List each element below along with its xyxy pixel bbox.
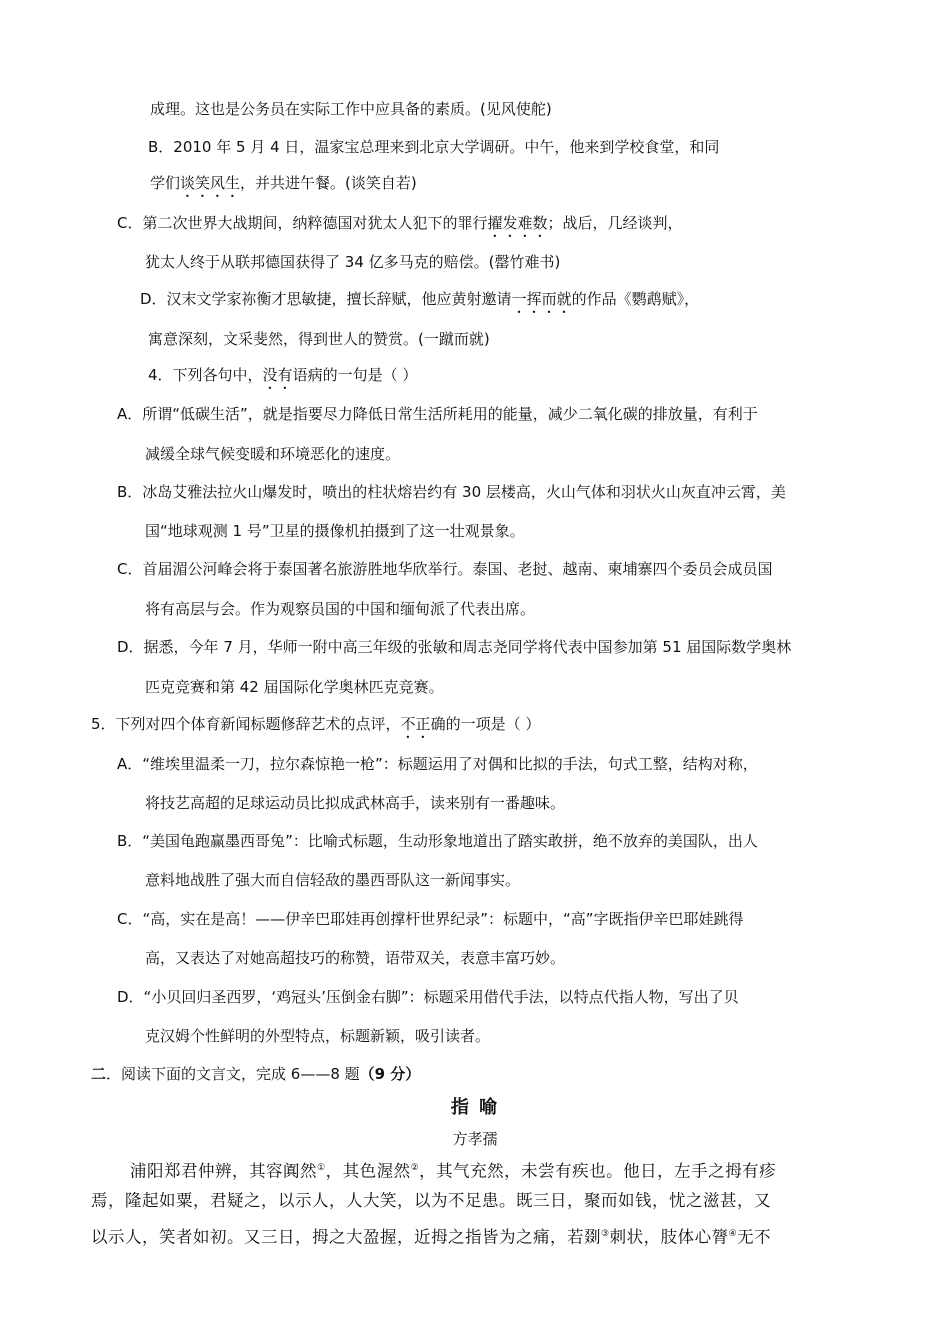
footnote-marker: ③ [601, 1229, 610, 1239]
q5-option-c-line2: 高，又表达了对她高超技巧的称赞，语带双关，表意丰富巧妙。 [145, 949, 566, 967]
q4-option-d-line1: D．据悉，今年 7 月，华师一附中高三年级的张敏和周志尧同学将代表中国参加第 51 届国际数学奥林 [117, 638, 792, 656]
footnote-marker: ① [317, 1163, 326, 1173]
q5-option-a-line1: A．“维埃里温柔一刀，拉尔森惊艳一枪”：标题运用了对偶和比拟的手法，句式工整，结构对称， [117, 755, 758, 773]
footnote-marker: ④ [728, 1229, 738, 1239]
passage-title: 指 喻 [450, 1097, 500, 1118]
q3-option-d-line2: 寓意深刻，文采斐然，得到世人的赞赏。(一蹴而就) [148, 330, 490, 348]
q4-option-a-line1: A．所谓“低碳生活”，就是指要尽力降低日常生活所耗用的能量，减少二氧化碳的排放量，有利于 [117, 405, 758, 423]
q4-option-c-line1: C．首届湄公河峰会将于泰国著名旅游胜地华欣举行。泰国、老挝、越南、柬埔寨四个委员会成员国 [117, 560, 773, 578]
q5-option-a-line2: 将技艺高超的足球运动员比拟成武林高手，读来别有一番趣味。 [145, 794, 566, 812]
q3-option-c-line2: 犹太人终于从联邦德国获得了 34 亿多马克的赔偿。(罄竹难书) [145, 253, 561, 271]
q4-option-c-line2: 将有高层与会。作为观察员国的中国和缅甸派了代表出席。 [145, 600, 536, 618]
q3-option-c-line1: C．第二次世界大战期间，纳粹德国对犹太人犯下的罪行擢发难数；战后，几经谈判， [117, 214, 683, 232]
passage-line-3: 以示人，笑者如初。又三日，拇之大盈握，近拇之指皆为之痛，若剟③刺状，肢体心膂④无不 [91, 1227, 772, 1247]
emphasis-dots-text: 擢发难数 [487, 214, 548, 232]
q3-option-b-line2: 学们谈笑风生，并共进午餐。(谈笑自若) [150, 174, 417, 192]
q4-option-a-line2: 减缓全球气候变暖和环境恶化的速度。 [145, 445, 401, 463]
q4-option-d-line2: 匹克竞赛和第 42 届国际化学奥林匹克竞赛。 [145, 678, 444, 696]
q3-option-b-line1: B．2010 年 5 月 4 日，温家宝总理来到北京大学调研。中午，他来到学校食堂，和同 [148, 138, 720, 156]
passage-line-2: 焉，隆起如粟，君疑之，以示人，人大笑，以为不足患。既三日，聚而如钱，忧之滋甚，又 [91, 1191, 771, 1210]
emphasis-dots-text: 没有 [262, 366, 293, 384]
passage-line-1: 浦阳郑君仲辨，其容阗然①，其色渥然②，其气充然，未尝有疾也。他日，左手之拇有疹 [130, 1161, 777, 1181]
q5-option-b-line2: 意料地战胜了强大而自信轻敌的墨西哥队这一新闻事实。 [145, 871, 521, 889]
q5-option-c-line1: C．“高，实在是高！——伊辛巴耶娃再创撑杆世界纪录”：标题中，“高”字既指伊辛巴耶娃跳得 [117, 910, 744, 928]
section-heading: 二．阅读下面的文言文，完成 6——8 题（9 分） [91, 1065, 421, 1083]
q3-option-d-line1: D．汉末文学家祢衡才思敏捷，擅长辞赋，他应黄射邀请一挥而就的作品《鹦鹉赋》， [140, 290, 700, 308]
q5-option-b-line1: B．“美国龟跑赢墨西哥兔”：比喻式标题，生动形象地道出了踏实敢拼，绝不放弃的美国队，出人 [117, 832, 758, 850]
emphasis-dots-text: 不正 [400, 715, 431, 733]
emphasis-dots-text: 一挥而就 [511, 290, 572, 308]
q5-option-d-line1: D．“小贝回归圣西罗，‘鸡冠头’压倒金右脚”：标题采用借代手法，以特点代指人物，写出了贝 [117, 988, 739, 1006]
emphasis-dots-text: 谈笑风生 [180, 174, 241, 192]
q4-stem: 4．下列各句中，没有语病的一句是（ ） [148, 366, 418, 384]
q4-option-b-line1: B．冰岛艾雅法拉火山爆发时，喷出的柱状熔岩约有 30 层楼高，火山气体和羽状火山灰直冲云霄，美 [117, 483, 786, 501]
q3-option-a-line2: 成理。这也是公务员在实际工作中应具备的素质。(见风使舵) [150, 100, 552, 118]
q5-stem: 5．下列对四个体育新闻标题修辞艺术的点评，不正确的一项是（ ） [91, 715, 541, 733]
q5-option-d-line2: 克汉姆个性鲜明的外型特点，标题新颖，吸引读者。 [145, 1027, 491, 1045]
passage-author: 方孝孺 [452, 1130, 498, 1148]
footnote-marker: ② [410, 1163, 420, 1173]
q4-option-b-line2: 国“地球观测 1 号”卫星的摄像机拍摄到了这一壮观景象。 [145, 522, 525, 540]
